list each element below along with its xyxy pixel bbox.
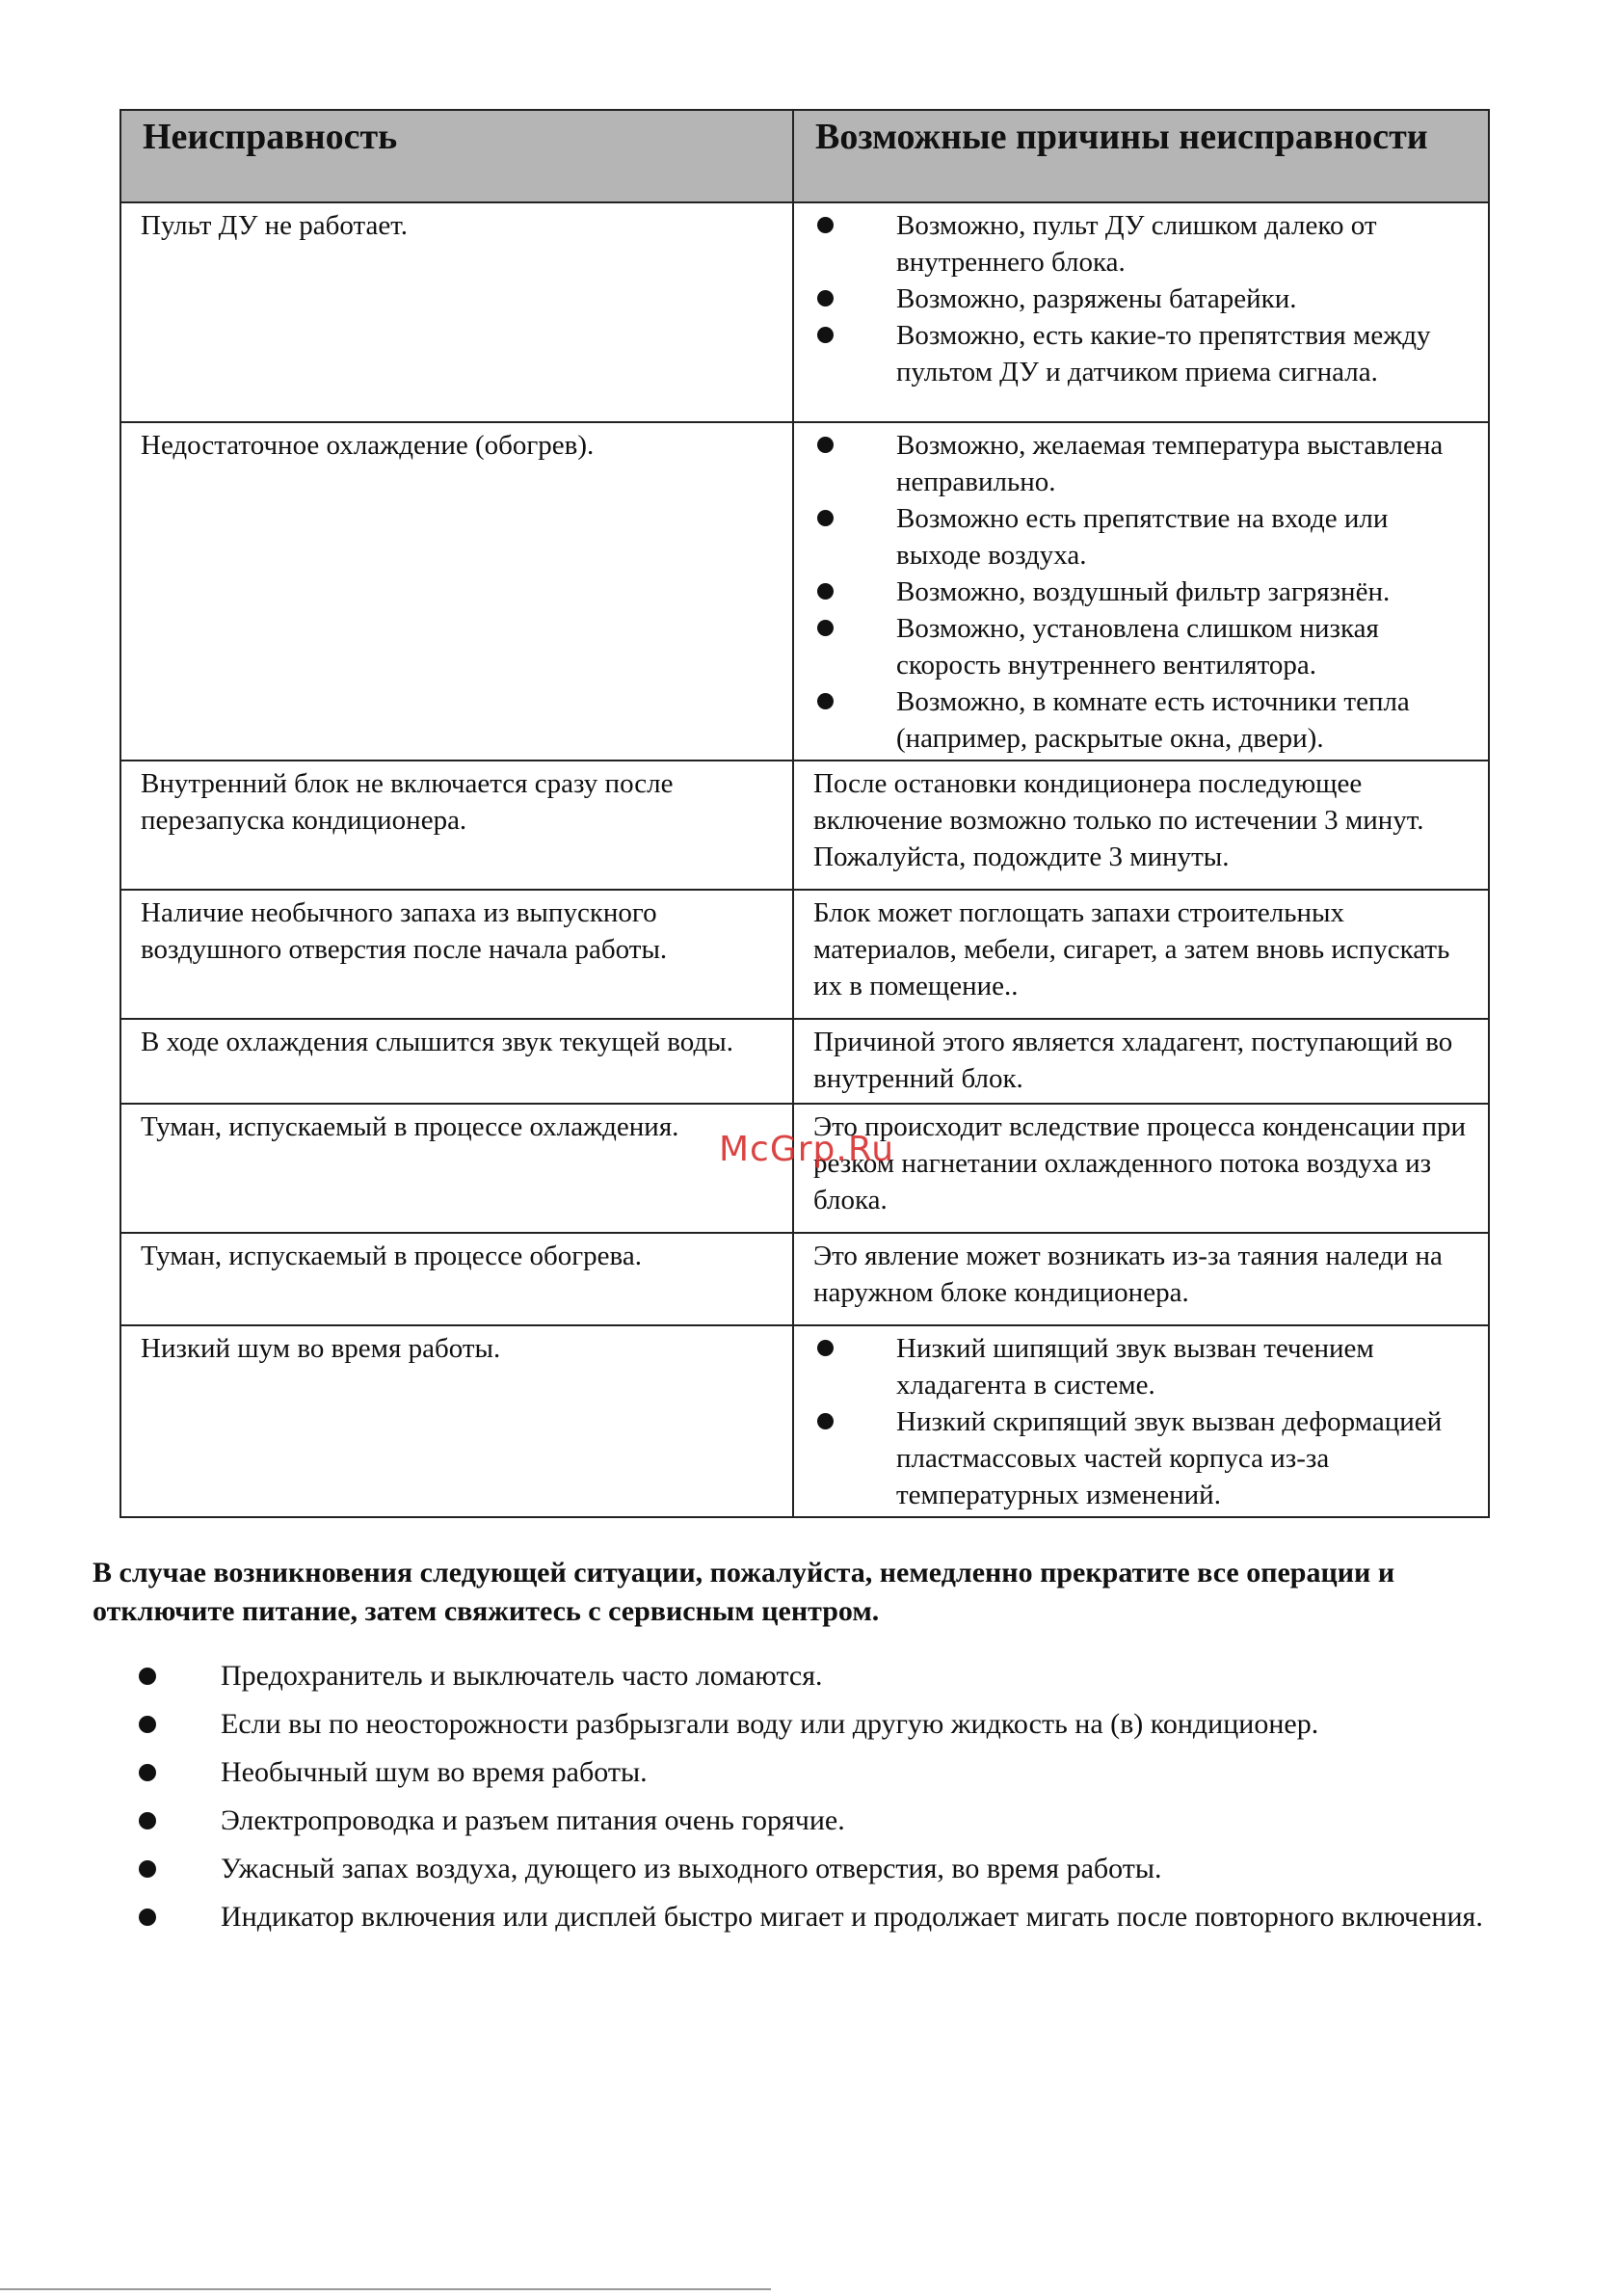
causes-list [813,427,1469,757]
fault-cell: Туман, испускаемый в процессе обогрева. [120,1233,793,1325]
fault-cell: Недостаточное охлаждение (обогрев). [120,422,793,761]
cause-cell: Это явление может возникать из-за таяния наледи на наружном блоке кондиционера. [793,1233,1489,1325]
fault-cell: Пульт ДУ не работает. [120,202,793,422]
table-row [120,1233,1489,1325]
list-item: Если вы по неосторожности разбрызгали воду или другую жидкость на (в) кондиционер. [93,1700,1519,1749]
table-row [120,202,1489,422]
header-causes: Возможные причины неисправности [793,110,1489,202]
table-row [120,1019,1489,1104]
cause-item: Возможно, есть какие-то препятствия между пультом ДУ и датчиком приема сигнала. [813,317,1469,390]
table-row [120,761,1489,890]
list-item: Необычный шум во время работы. [93,1749,1519,1797]
cause-item: Возможно, пульт ДУ слишком далеко от внутреннего блока. [813,207,1469,280]
cause-item: Возможно, желаемая температура выставлена неправильно. [813,427,1469,500]
list-item: Ужасный запах воздуха, дующего из выходного отверстия, во время работы. [93,1845,1519,1893]
cause-item: Низкий шипящий звук вызван течением хладагента в системе. [813,1330,1469,1403]
fault-cell: Низкий шум во время работы. [120,1325,793,1517]
cause-item: Возможно, установлена слишком низкая скорость внутреннего вентилятора. [813,610,1469,683]
causes-list [813,1330,1469,1513]
cause-item: Возможно, воздушный фильтр загрязнён. [813,574,1469,610]
footer-divider [0,2288,771,2290]
cause-cell: После остановки кондиционера последующее включение возможно только по истечении 3 минут. Пожалуйста, подождите 3 минуты. [793,761,1489,890]
cause-cell: Причиной этого является хладагент, поступающий во внутренний блок. [793,1019,1489,1104]
causes-cell [793,202,1489,422]
list-item: Индикатор включения или дисплей быстро мигает и продолжает мигать после повторного включения. [93,1893,1519,1941]
cause-item: Низкий скрипящий звук вызван деформацией пластмассовых частей корпуса из-за температурных изменений. [813,1403,1469,1513]
table-header-row [120,110,1489,202]
fault-cell: В ходе охлаждения слышится звук текущей воды. [120,1019,793,1104]
warning-paragraph: В случае возникновения следующей ситуации, пожалуйста, немедленно прекратите все операции и отключите питание, затем свяжитесь с сервисным центром. [93,1557,1395,1627]
cause-item: Возможно, разряжены батарейки. [813,280,1469,317]
fault-cell: Внутренний блок не включается сразу после перезапуска кондиционера. [120,761,793,890]
header-fault: Неисправность [120,110,793,202]
cause-item: Возможно, в комнате есть источники тепла (например, раскрытые окна, двери). [813,683,1469,757]
causes-cell [793,422,1489,761]
fault-cell: Туман, испускаемый в процессе охлаждения. [120,1104,793,1233]
causes-list [813,207,1469,390]
watermark-text: McGrp.Ru [719,1130,895,1169]
table-row [120,890,1489,1019]
troubleshooting-table [119,109,1490,1518]
table-row [120,1325,1489,1517]
table-row [120,422,1489,761]
emergency-list [93,1652,1519,1941]
list-item: Электропроводка и разъем питания очень горячие. [93,1797,1519,1845]
cause-item: Возможно есть препятствие на входе или выходе воздуха. [813,500,1469,574]
cause-cell: Это происходит вследствие процесса конденсации при резком нагнетании охлажденного потока воздуха из блока. [793,1104,1489,1233]
fault-cell: Наличие необычного запаха из выпускного воздушного отверстия после начала работы. [120,890,793,1019]
cause-cell: Блок может поглощать запахи строительных материалов, мебели, сигарет, а затем вновь испускать их в помещение.. [793,890,1489,1019]
list-item: Предохранитель и выключатель часто ломаются. [93,1652,1519,1700]
causes-cell [793,1325,1489,1517]
